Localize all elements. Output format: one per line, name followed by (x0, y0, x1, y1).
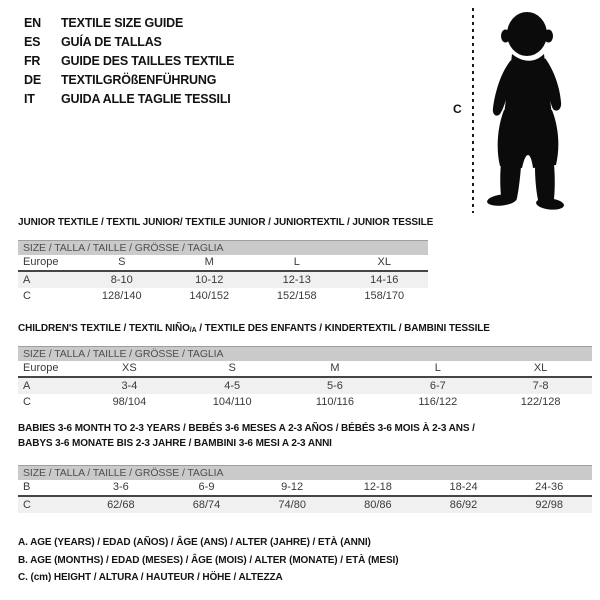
cell-value: 152/158 (276, 290, 317, 302)
cell-value: 12-18 (363, 481, 392, 493)
cell-value: 24-36 (535, 481, 564, 493)
language-code: EN (24, 15, 41, 30)
cell-value: 3-4 (121, 380, 138, 392)
cell-value: 5-6 (327, 380, 343, 392)
title-line: BABIES 3-6 MONTH TO 2-3 YEARS / BEBÉS 3-6 MESES A 2-3 AÑOS / BÉBÉS 3-6 MOIS À 2-3 ANS / (18, 423, 475, 434)
cell-value: 122/128 (520, 396, 561, 408)
cell-value: 158/170 (364, 290, 405, 302)
list-item (24, 13, 234, 32)
cell-value: 68/74 (192, 499, 221, 511)
cell-value: M (204, 256, 214, 268)
legend-notes (18, 534, 398, 587)
language-code: DE (24, 72, 41, 87)
cell-value: 128/140 (101, 290, 142, 302)
baby-silhouette-icon (484, 10, 576, 212)
cell-value: 62/68 (107, 499, 135, 511)
title-text: CHILDREN'S TEXTILE / TEXTIL NIÑO (18, 323, 190, 334)
cell-value: 4-5 (224, 380, 241, 392)
size-table-header: SIZE / TALLA / TAILLE / GRÖSSE / TAGLIA (18, 465, 592, 480)
cell-value: 3-6 (112, 481, 129, 493)
height-measure-line (472, 8, 474, 213)
cell-value: 6-7 (429, 380, 446, 392)
cell-value: 92/98 (535, 499, 563, 511)
cell-value: 18-24 (449, 481, 478, 493)
cell-value: 98/104 (112, 396, 147, 408)
language-title: TEXTILGRÖßENFÜHRUNG (61, 72, 217, 87)
cell-value: L (293, 256, 300, 268)
row-label: A (23, 274, 31, 286)
language-code: FR (24, 53, 41, 68)
language-code: ES (24, 34, 41, 49)
legend-note-a: A. AGE (YEARS) / EDAD (AÑOS) / ÂGE (ANS) / ALTER (JAHRE) / ETÀ (ANNI) (18, 537, 371, 548)
cell-value: 14-16 (370, 274, 399, 286)
title-text: / TEXTILE DES ENFANTS / KINDERTEXTIL / BAMBINI TESSILE (196, 323, 490, 334)
table-row (18, 255, 428, 272)
cell-value: 10-12 (195, 274, 224, 286)
row-label: B (23, 481, 31, 493)
size-table-header: SIZE / TALLA / TAILLE / GRÖSSE / TAGLIA (18, 240, 428, 255)
table-row (18, 361, 592, 378)
language-code: IT (24, 91, 35, 106)
table-row (18, 497, 592, 513)
legend-note-c: C. (cm) HEIGHT / ALTURA / HAUTEUR / HÖHE / ALTEZZA (18, 572, 283, 583)
junior-section-title: JUNIOR TEXTILE / TEXTIL JUNIOR/ TEXTILE JUNIOR / JUNIORTEXTIL / JUNIOR TESSILE (18, 217, 434, 228)
childrens-section-title (18, 323, 490, 334)
height-measure-label: C (453, 102, 462, 116)
list-item (24, 70, 234, 89)
language-title: GUÍA DE TALLAS (61, 34, 162, 49)
cell-value: 7-8 (532, 380, 549, 392)
cell-value: 86/92 (449, 499, 478, 511)
row-label: C (23, 499, 31, 511)
cell-value: 12-13 (282, 274, 311, 286)
title-line: BABYS 3-6 MONATE BIS 2-3 JAHRE / BAMBINI 3-6 MESI A 2-3 ANNI (18, 437, 332, 449)
row-label: A (23, 380, 31, 392)
table-row (18, 378, 592, 394)
junior-size-table (18, 240, 428, 304)
language-title: GUIDE DES TAILLES TEXTILE (61, 53, 235, 68)
language-title: TEXTILE SIZE GUIDE (61, 15, 184, 30)
title-subscript: /A (189, 327, 197, 334)
legend-note-b: B. AGE (MONTHS) / EDAD (MESES) / ÂGE (MOIS) / ALTER (MONATE) / ETÀ (MESI) (18, 554, 399, 566)
cell-value: S (228, 362, 236, 374)
babies-size-table (18, 465, 592, 513)
cell-value: 110/116 (315, 396, 355, 408)
cell-value: XL (377, 256, 391, 268)
cell-value: 140/152 (189, 290, 230, 302)
row-label: Europe (23, 362, 59, 374)
table-row (18, 288, 428, 304)
language-list (24, 13, 234, 108)
size-table-header: SIZE / TALLA / TAILLE / GRÖSSE / TAGLIA (18, 346, 592, 361)
cell-value: 116/122 (418, 396, 458, 408)
list-item (24, 32, 234, 51)
cell-value: XL (533, 362, 548, 374)
cell-value: 80/86 (364, 499, 392, 511)
language-title: GUIDA ALLE TAGLIE TESSILI (61, 91, 231, 106)
cell-value: 8-10 (110, 274, 133, 286)
table-row (18, 394, 592, 410)
cell-value: S (118, 256, 126, 268)
list-item (24, 89, 234, 108)
cell-value: L (434, 362, 441, 374)
cell-value: 6-9 (198, 481, 215, 493)
table-row (18, 480, 592, 497)
row-label: C (23, 290, 31, 302)
babies-section-title (18, 422, 475, 451)
cell-value: 104/110 (212, 396, 252, 408)
cell-value: M (330, 362, 340, 374)
cell-value: 9-12 (281, 481, 304, 493)
row-label: C (23, 396, 31, 408)
childrens-size-table (18, 346, 592, 410)
cell-value: XS (122, 362, 137, 374)
list-item (24, 51, 234, 70)
table-row (18, 272, 428, 288)
cell-value: 74/80 (278, 499, 306, 511)
row-label: Europe (23, 256, 59, 268)
